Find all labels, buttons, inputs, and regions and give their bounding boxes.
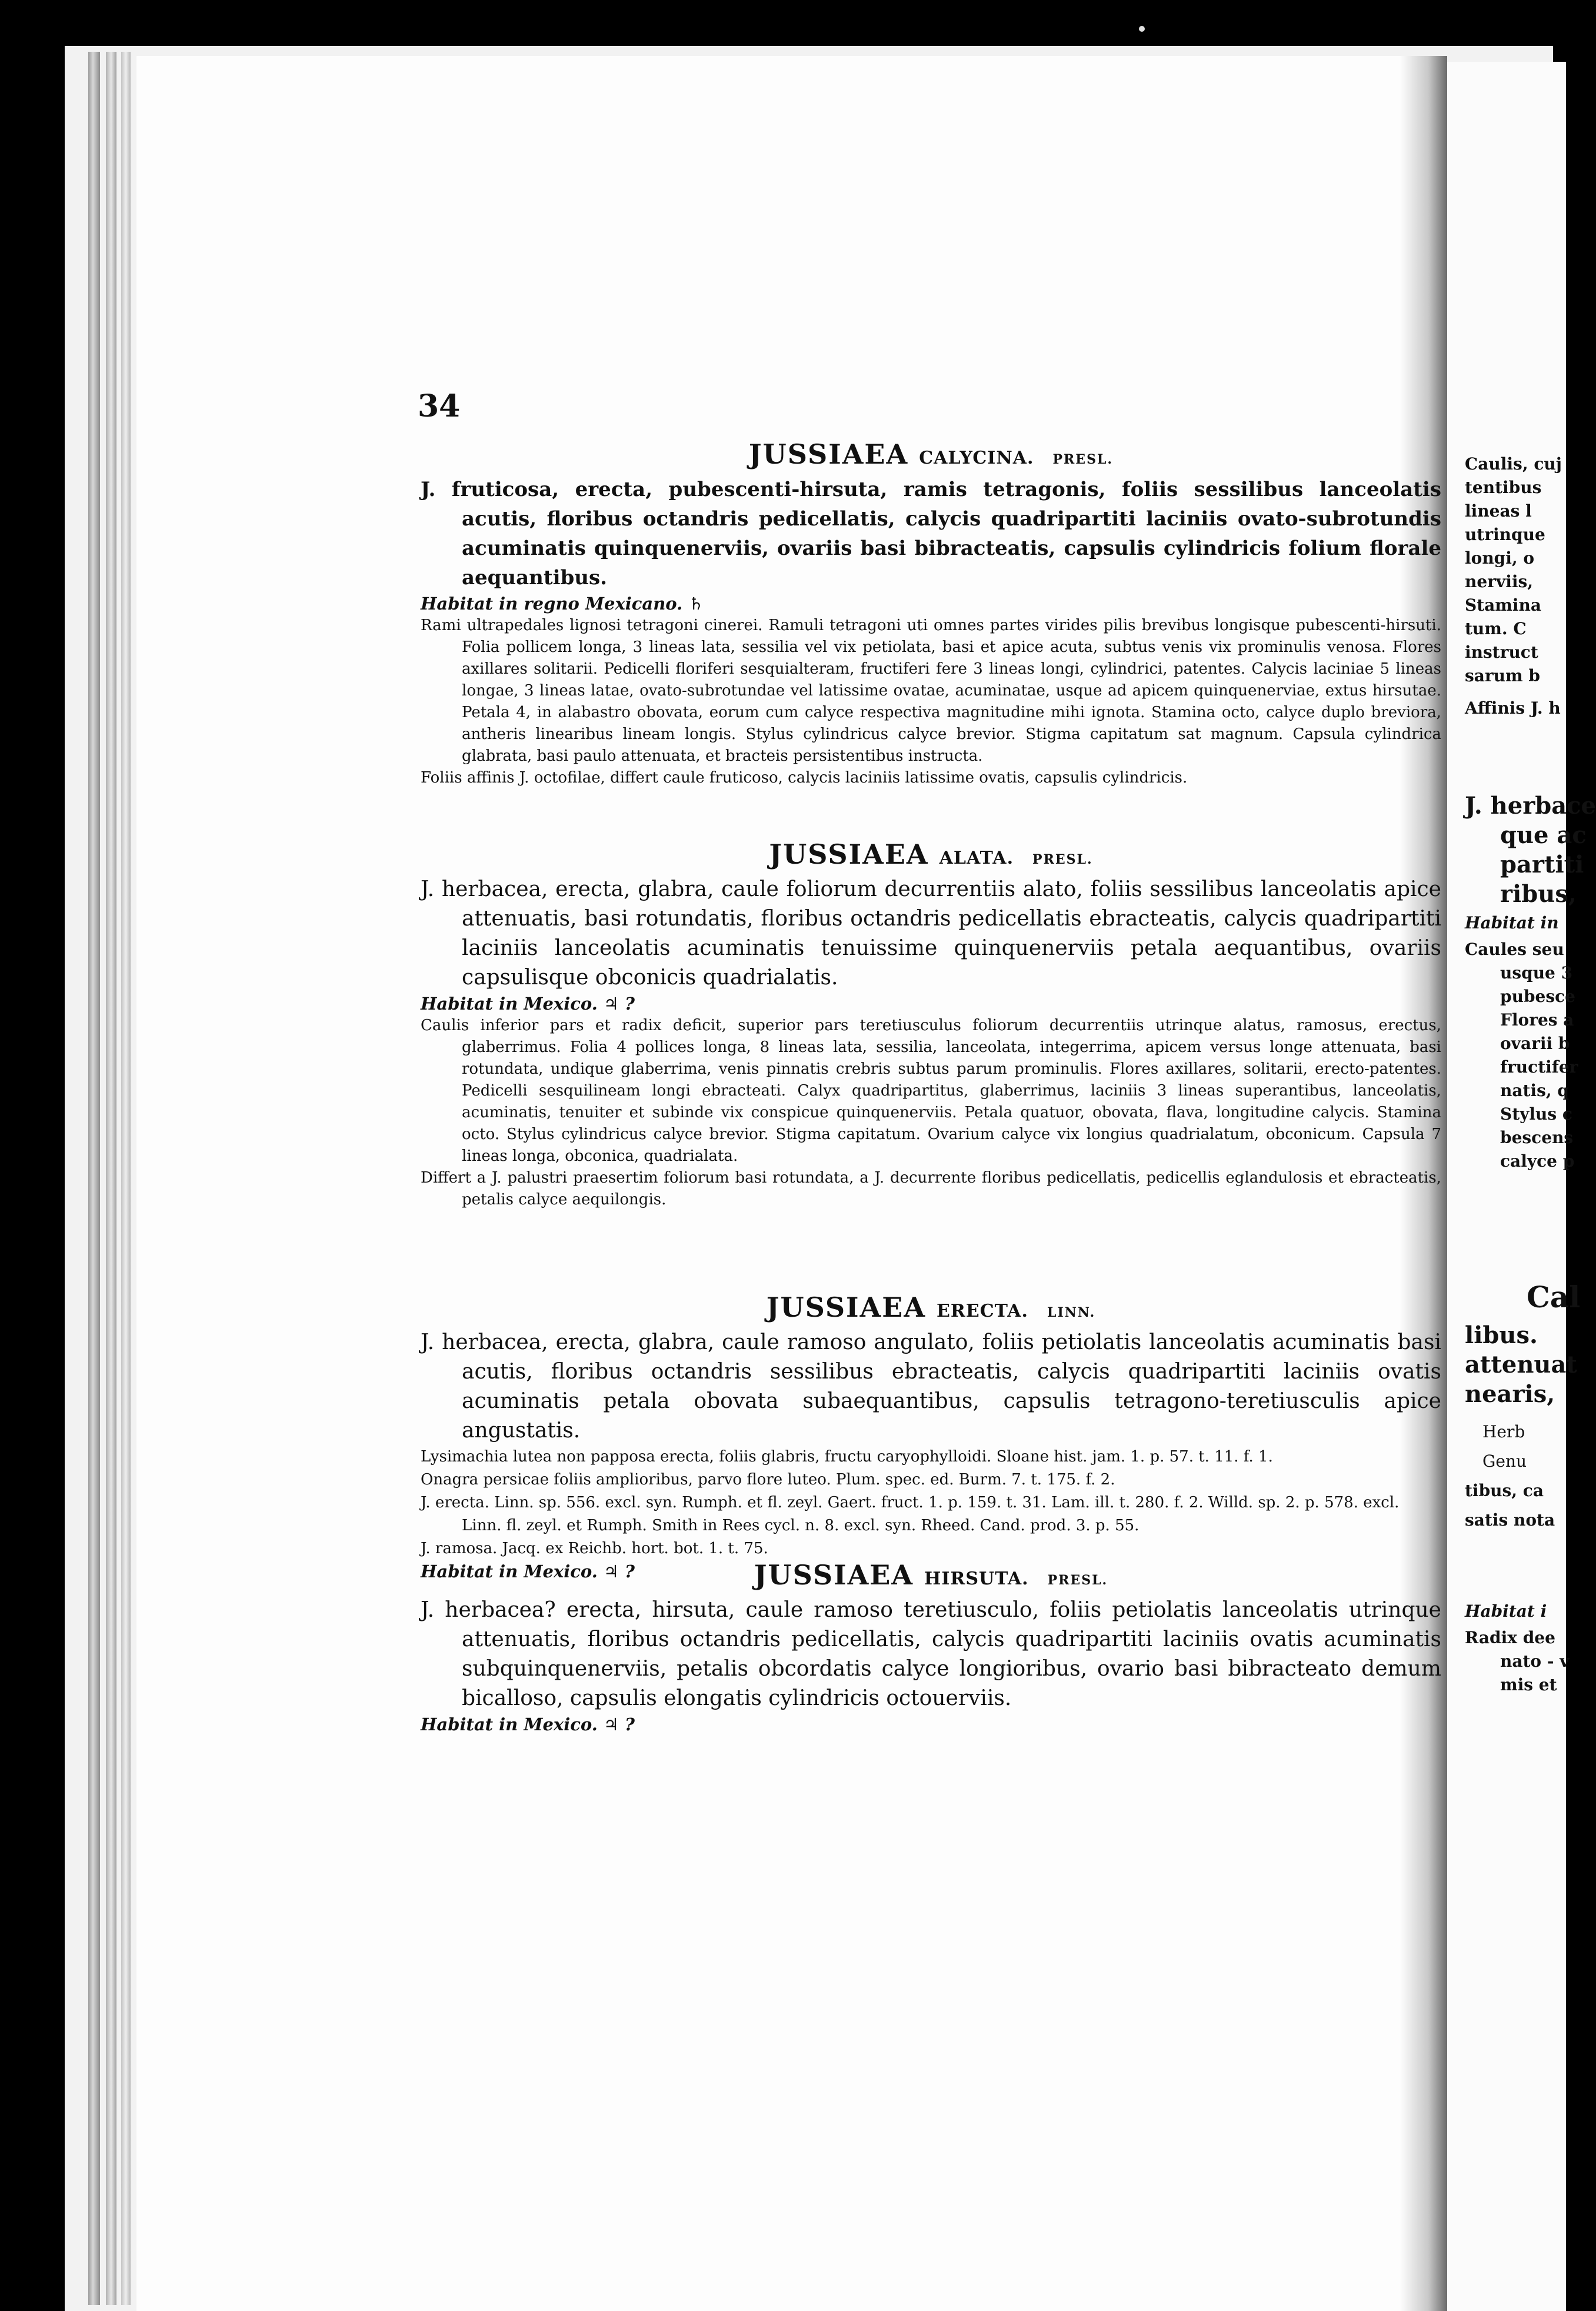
facing-text: fructifer xyxy=(1500,1057,1578,1077)
facing-text: lineas l xyxy=(1465,501,1532,521)
facing-text: Herb xyxy=(1482,1422,1525,1441)
facing-text: mis et xyxy=(1500,1675,1557,1694)
facing-text: Habitat in xyxy=(1465,913,1559,933)
note: Foliis affinis J. octofilae, differt caule fruticoso, calycis laciniis latissime ovatis, capsulis cylindricis. xyxy=(421,769,1188,787)
note: Differt a J. palustri praesertim foliorum basi rotundata, a J. decurrente floribus pedicellatis, pedicellis eglandulosis et ebracteatis, petalis calyce aequilongis. xyxy=(421,1169,1441,1208)
facing-text: tentibus xyxy=(1465,478,1542,497)
facing-text: ribus, xyxy=(1500,880,1577,908)
facing-text: Caules seu xyxy=(1465,940,1564,959)
author-abbrev: PRESL. xyxy=(1032,852,1093,867)
diagnosis: J. fruticosa, erecta, pubescenti-hirsuta, ramis tetragonis, foliis sessilibus lanceolatis acutis, floribus octandris pedicellatis, calycis quadripartiti laciniis ovato-subrotundis acuminatis quinquenerviis, ovariis basi bibracteatis, capsulis cylindricis folium florale aequantibus. xyxy=(421,478,1441,590)
facing-text: utrinque xyxy=(1465,525,1545,544)
facing-text: natis, q xyxy=(1500,1081,1569,1100)
diagnosis: J. herbacea, erecta, glabra, caule ramoso angulato, foliis petiolatis lanceolatis acuminatis basi acutis, floribus octandris sessilibus ebracteatis, calycis quadripartiti laciniis ovatis acuminatis petala obovata subaequantibus, capsulis tetragono-teretiusculis apice angustatis. xyxy=(421,1330,1441,1443)
reference: Lysimachia lutea non papposa erecta, foliis glabris, fructu caryophylloidi. Sloane hist. jam. 1. p. 57. t. 11. f. 1. xyxy=(421,1448,1273,1466)
facing-text: partiti xyxy=(1500,851,1584,878)
description: Rami ultrapedales lignosi tetragoni cinerei. Ramuli tetragoni uti omnes partes virides pilis brevibus longisque pubescenti-hirsuti. Folia pollicem longa, 3 lineas lata, sessilia vel vix petiolata, basi et apice acuta, subtus venis vix prominulis venosa. Flores axillares solitarii. Pedicelli floriferi sesquialteram, fructiferi fere 3 lineas longi, cylindrici, patentes. Calycis laciniae 5 lineas longae, 3 lineas latae, ovato-subrotundae vel latissime ovatae, acuminatae, usque ad apicem quinquenerviae, extus hirsutae. Petala 4, in alabastro obovata, eorum cum calyce respectiva magnitudine mihi ignota. Stamina octo, calyce duplo breviora, antheris linearibus lineam longis. Stylus cylindricus calyce brevior. Stigma capitatum sat magnum. Capsula cylindrica glabrata, basi paulo attenuata, et bracteis persistentibus instructa. xyxy=(421,617,1441,765)
habitat: Habitat in Mexico. ♃ ? xyxy=(421,1561,635,1581)
facing-text: Radix dee xyxy=(1465,1628,1555,1647)
facing-text: satis nota xyxy=(1465,1510,1555,1530)
species-name: ALATA. xyxy=(939,848,1014,868)
facing-page xyxy=(1447,62,1566,2311)
facing-text: que ac xyxy=(1500,821,1587,849)
entry-title xyxy=(421,838,1441,870)
facing-text: nato - v xyxy=(1500,1651,1570,1671)
entry-title xyxy=(421,1559,1441,1591)
facing-text: Habitat i xyxy=(1465,1601,1547,1621)
reference: J. erecta. Linn. sp. 556. excl. syn. Rumph. et fl. zeyl. Gaert. fruct. 1. p. 159. t. 31. Lam. ill. t. 280. f. 2. Willd. sp. 2. p. 578. excl. Linn. fl. zeyl. et Rumph. Smith in Rees cycl. n. 8. excl. syn. Rheed. Cand. prod. 3. p. 55. xyxy=(421,1494,1400,1534)
author-abbrev: PRESL. xyxy=(1052,452,1114,467)
habitat: Habitat in regno Mexicano. ♄ xyxy=(421,594,704,614)
species-name: ERECTA. xyxy=(937,1301,1028,1321)
description: Caulis inferior pars et radix deficit, superior pars teretiusculus foliorum decurrentiis utrinque alatus, ramosus, erectus, glaberrimus. Folia 4 pollices longa, 8 lineas lata, sessilia, lanceolata, integerrima, apicem versus longe attenuata, basi rotundata, undique glaberrima, venis pinnatis crebris subtus parum prominulis. Flores axillares, solitarii, erecto-patentes. Pedicelli sesquilineam longi ebracteati. Calyx quadripartitus, glaberrimus, laciniis 3 lineas superantibus, lanceolatis, acuminatis, tenuiter et subinde vix conspicue quinquenerviis. Petala quatuor, obovata, flava, longitudine calycis. Stamina octo. Stylus cylindricus calyce brevior. Stigma capitatum. Ovarium calyce vix longius quadrialatum, obconicum. Capsula 7 lineas longa, obconica, quadrialata. xyxy=(421,1017,1441,1165)
facing-text: Stylus c xyxy=(1500,1104,1572,1124)
facing-text: nerviis, xyxy=(1465,572,1533,591)
facing-text: Caulis, cuj xyxy=(1465,454,1562,474)
facing-text: J. herbace xyxy=(1465,792,1596,820)
diagnosis: J. herbacea? erecta, hirsuta, caule ramoso teretiusculo, foliis petiolatis lanceolatis utrinque attenuatis, floribus octandris pedicellatis, calycis quadripartiti laciniis ovatis acuminatis subquinquenerviis, petalis obcordatis calyce longioribus, ovario basi bibracteato demum bicalloso, capsulis elongatis cylindricis octouerviis. xyxy=(421,1598,1441,1710)
facing-text: ovarii b xyxy=(1500,1034,1570,1053)
entry-alata xyxy=(421,838,1441,1211)
facing-text: sarum b xyxy=(1465,666,1540,685)
reference: J. ramosa. Jacq. ex Reichb. hort. bot. 1. t. 75. xyxy=(421,1540,768,1557)
entry-erecta xyxy=(421,1291,1441,1583)
facing-text: Cal xyxy=(1527,1280,1581,1314)
facing-text: calyce p xyxy=(1500,1151,1575,1171)
author-abbrev: LINN. xyxy=(1047,1305,1096,1320)
species-name: CALYCINA. xyxy=(919,448,1034,468)
diagnosis: J. herbacea, erecta, glabra, caule foliorum decurrentiis alato, foliis sessilibus lanceolatis apice attenuatis, basi rotundatis, floribus octandris pedicellatis ebracteatis, calycis quadripartiti laciniis lanceolatis acuminatis tenuissime quinquenerviis petala aequantibus, ovariis capsulisque obconicis quadrialatis. xyxy=(421,877,1441,990)
page-number: 34 xyxy=(418,388,461,424)
reference: Onagra persicae foliis amplioribus, parvo flore luteo. Plum. spec. ed. Burm. 7. t. 175. f. 2. xyxy=(421,1471,1115,1489)
facing-text: Genu xyxy=(1482,1451,1527,1471)
species-name: HIRSUTA. xyxy=(924,1569,1029,1589)
page-edge xyxy=(88,52,100,2305)
entry-title xyxy=(421,1291,1441,1323)
genus-name: JUSSIAEA xyxy=(754,1559,914,1591)
facing-text: usque 3 xyxy=(1500,963,1573,983)
facing-text: tum. C xyxy=(1465,619,1527,638)
page-edge xyxy=(106,52,116,2305)
facing-text: longi, o xyxy=(1465,548,1535,568)
habitat: Habitat in Mexico. ♃ ? xyxy=(421,994,635,1014)
facing-text: instruct xyxy=(1465,642,1538,662)
entry-hirsuta xyxy=(421,1559,1441,1736)
genus-name: JUSSIAEA xyxy=(766,1291,927,1323)
scan-dust xyxy=(1139,26,1145,32)
facing-text: Flores a xyxy=(1500,1010,1574,1030)
habitat: Habitat in Mexico. ♃ ? xyxy=(421,1714,635,1734)
entry-calycina xyxy=(421,438,1441,789)
facing-text: nearis, xyxy=(1465,1380,1555,1408)
author-abbrev: PRESL. xyxy=(1047,1573,1108,1588)
page-edge xyxy=(121,52,131,2305)
genus-name: JUSSIAEA xyxy=(769,838,929,870)
facing-text: attenuat xyxy=(1465,1351,1577,1378)
entry-title xyxy=(421,438,1441,470)
facing-text: Affinis J. h xyxy=(1465,698,1561,718)
genus-name: JUSSIAEA xyxy=(748,438,909,470)
facing-text: bescens xyxy=(1500,1128,1574,1147)
facing-text: pubesce xyxy=(1500,987,1575,1006)
facing-text: tibus, ca xyxy=(1465,1481,1544,1500)
facing-text: libus. xyxy=(1465,1321,1538,1349)
facing-text: Stamina xyxy=(1465,595,1542,615)
